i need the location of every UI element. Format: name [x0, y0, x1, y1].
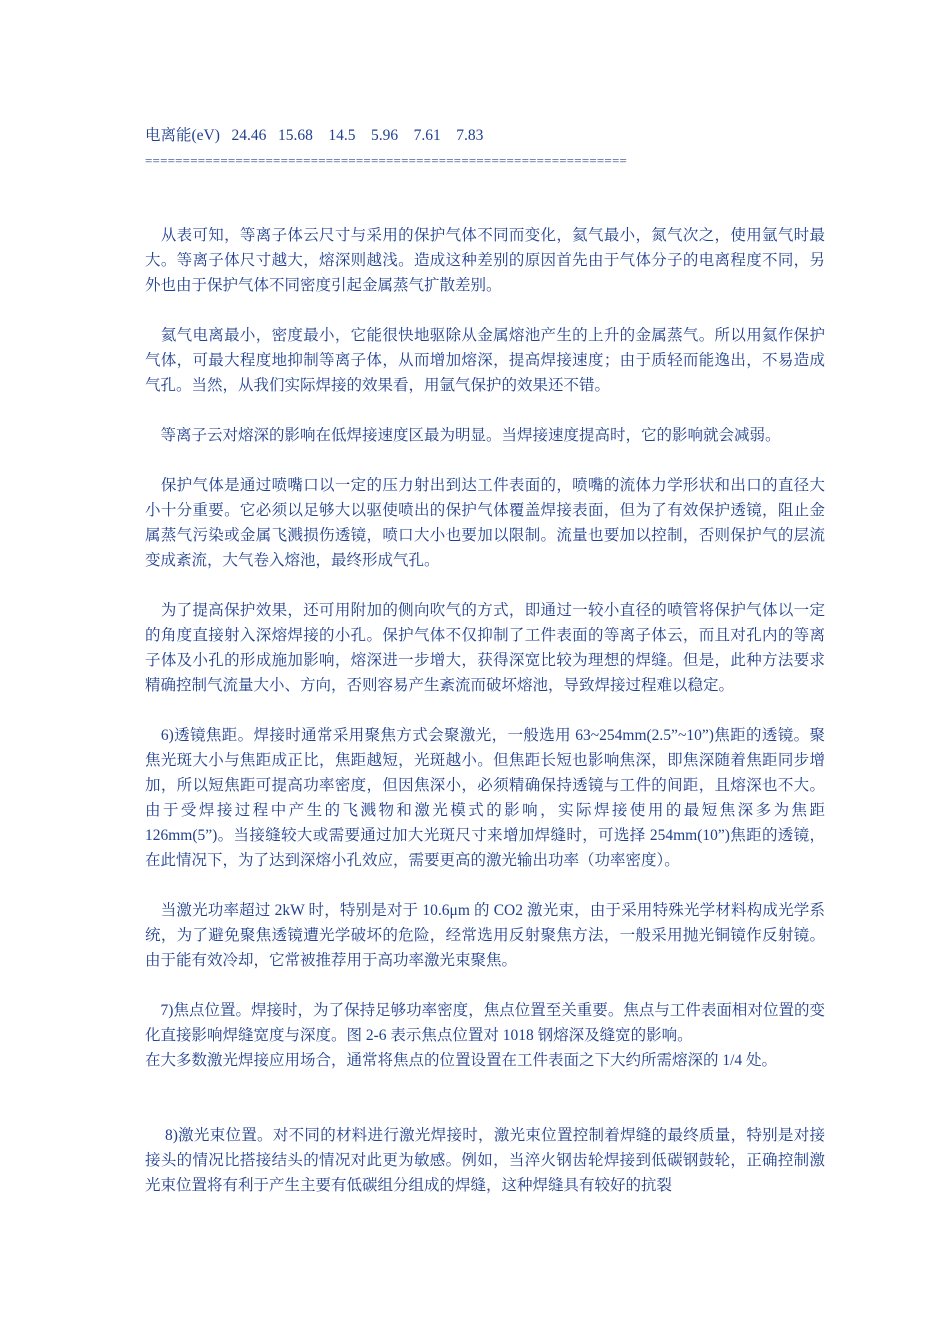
paragraph-helium: 氦气电离最小，密度最小，它能很快地驱除从金属熔池产生的上升的金属蒸气。所以用氦作保护气体，可最大程度地抑制等离子体，从而增加熔深，提高焊接速度；由于质轻而能逸出，不易造成气孔。当然，从我们实际焊接的效果看，用氩气保护的效果还不错。	[145, 327, 825, 394]
ionization-values: 24.46 15.68 14.5 5.96 7.61 7.83	[219, 127, 484, 144]
spacer	[145, 198, 825, 223]
spacer	[145, 1098, 825, 1123]
paragraph-reflective-focus: 当激光功率超过 2kW 时，特别是对于 10.6μm 的 CO2 激光束，由于采用特殊光学材料构成光学系统，为了避免聚焦透镜遭光学破坏的危险，经常选用反射聚焦方法，一般采用抛光铜镜作反射镜。由于能有效冷却，它常被推荐用于高功率激光束聚焦。	[145, 902, 825, 969]
ionization-energy-row	[145, 123, 825, 148]
paragraph-beam-position: 8)激光束位置。对不同的材料进行激光焊接时，激光束位置控制着焊缝的最终质量，特别是对接接头的情况比搭接结头的情况对此更为敏感。例如，当淬火钢齿轮焊接到低碳钢鼓轮，正确控制激光束位置将有利于产生主要有低碳组分组成的焊缝，这种焊缝具有较好的抗裂	[145, 1127, 825, 1194]
paragraph-side-blowing: 为了提高保护效果，还可用附加的侧向吹气的方式，即通过一较小直径的喷管将保护气体以一定的角度直接射入深熔焊接的小孔。保护气体不仅抑制了工件表面的等离子体云，而且对孔内的等离子体及小孔的形成施加影响，熔深进一步增大，获得深宽比较为理想的焊缝。但是，此种方法要求精确控制气流量大小、方向，否则容易产生紊流而破坏熔池，导致焊接过程难以稳定。	[145, 602, 825, 694]
ionization-label: 电离能(eV)	[145, 127, 220, 144]
document-page	[145, 123, 825, 1223]
paragraph-plasma-size: 从表可知，等离子体云尺寸与采用的保护气体不同而变化，氦气最小，氮气次之，使用氩气时最大。等离子体尺寸越大，熔深则越浅。造成这种差别的原因首先由于气体分子的电离程度不同，另外也由于保护气体不同密度引起金属蒸气扩散差别。	[145, 227, 825, 294]
paragraph-focus-setting: 在大多数激光焊接应用场合，通常将焦点的位置设置在工件表面之下大约所需熔深的 1/4 处。	[145, 1052, 778, 1069]
paragraph-lens-focal-length: 6)透镜焦距。焊接时通常采用聚焦方式会聚激光，一般选用 63~254mm(2.5”~10”)焦距的透镜。聚焦光斑大小与焦距成正比，焦距越短，光斑越小。但焦距长短也影响焦深，即焦深随着焦距同步增加，所以短焦距可提高功率密度，但因焦深小，必须精确保持透镜与工件的间距，且熔深也不大。由于受焊接过程中产生的飞溅物和激光模式的影响，实际焊接使用的最短焦深多为焦距 126mm(5”)。当接缝较大或需要通过加大光斑尺寸来增加焊缝时，可选择 254mm(10”)焦距的透镜，在此情况下，为了达到深熔小孔效应，需要更高的激光输出功率（功率密度）。	[145, 727, 825, 869]
paragraph-nozzle: 保护气体是通过喷嘴口以一定的压力射出到达工件表面的，喷嘴的流体力学形状和出口的直径大小十分重要。它必须以足够大以驱使喷出的保护气体覆盖焊接表面，但为了有效保护透镜，阻止金属蒸气污染或金属飞溅损伤透镜，喷口大小也要加以限制。流量也要加以控制，否则保护气的层流变成紊流，大气卷入熔池，最终形成气孔。	[145, 477, 825, 569]
paragraph-focus-position: 7)焦点位置。焊接时，为了保持足够功率密度，焦点位置至关重要。焦点与工件表面相对位置的变化直接影响焊缝宽度与深度。图 2-6 表示焦点位置对 1018 钢熔深及缝宽的影响。	[145, 1002, 825, 1044]
table-separator: ================================================================	[145, 153, 628, 168]
paragraph-plasma-speed: 等离子云对熔深的影响在低焊接速度区最为明显。当焊接速度提高时，它的影响就会减弱。	[145, 427, 781, 444]
